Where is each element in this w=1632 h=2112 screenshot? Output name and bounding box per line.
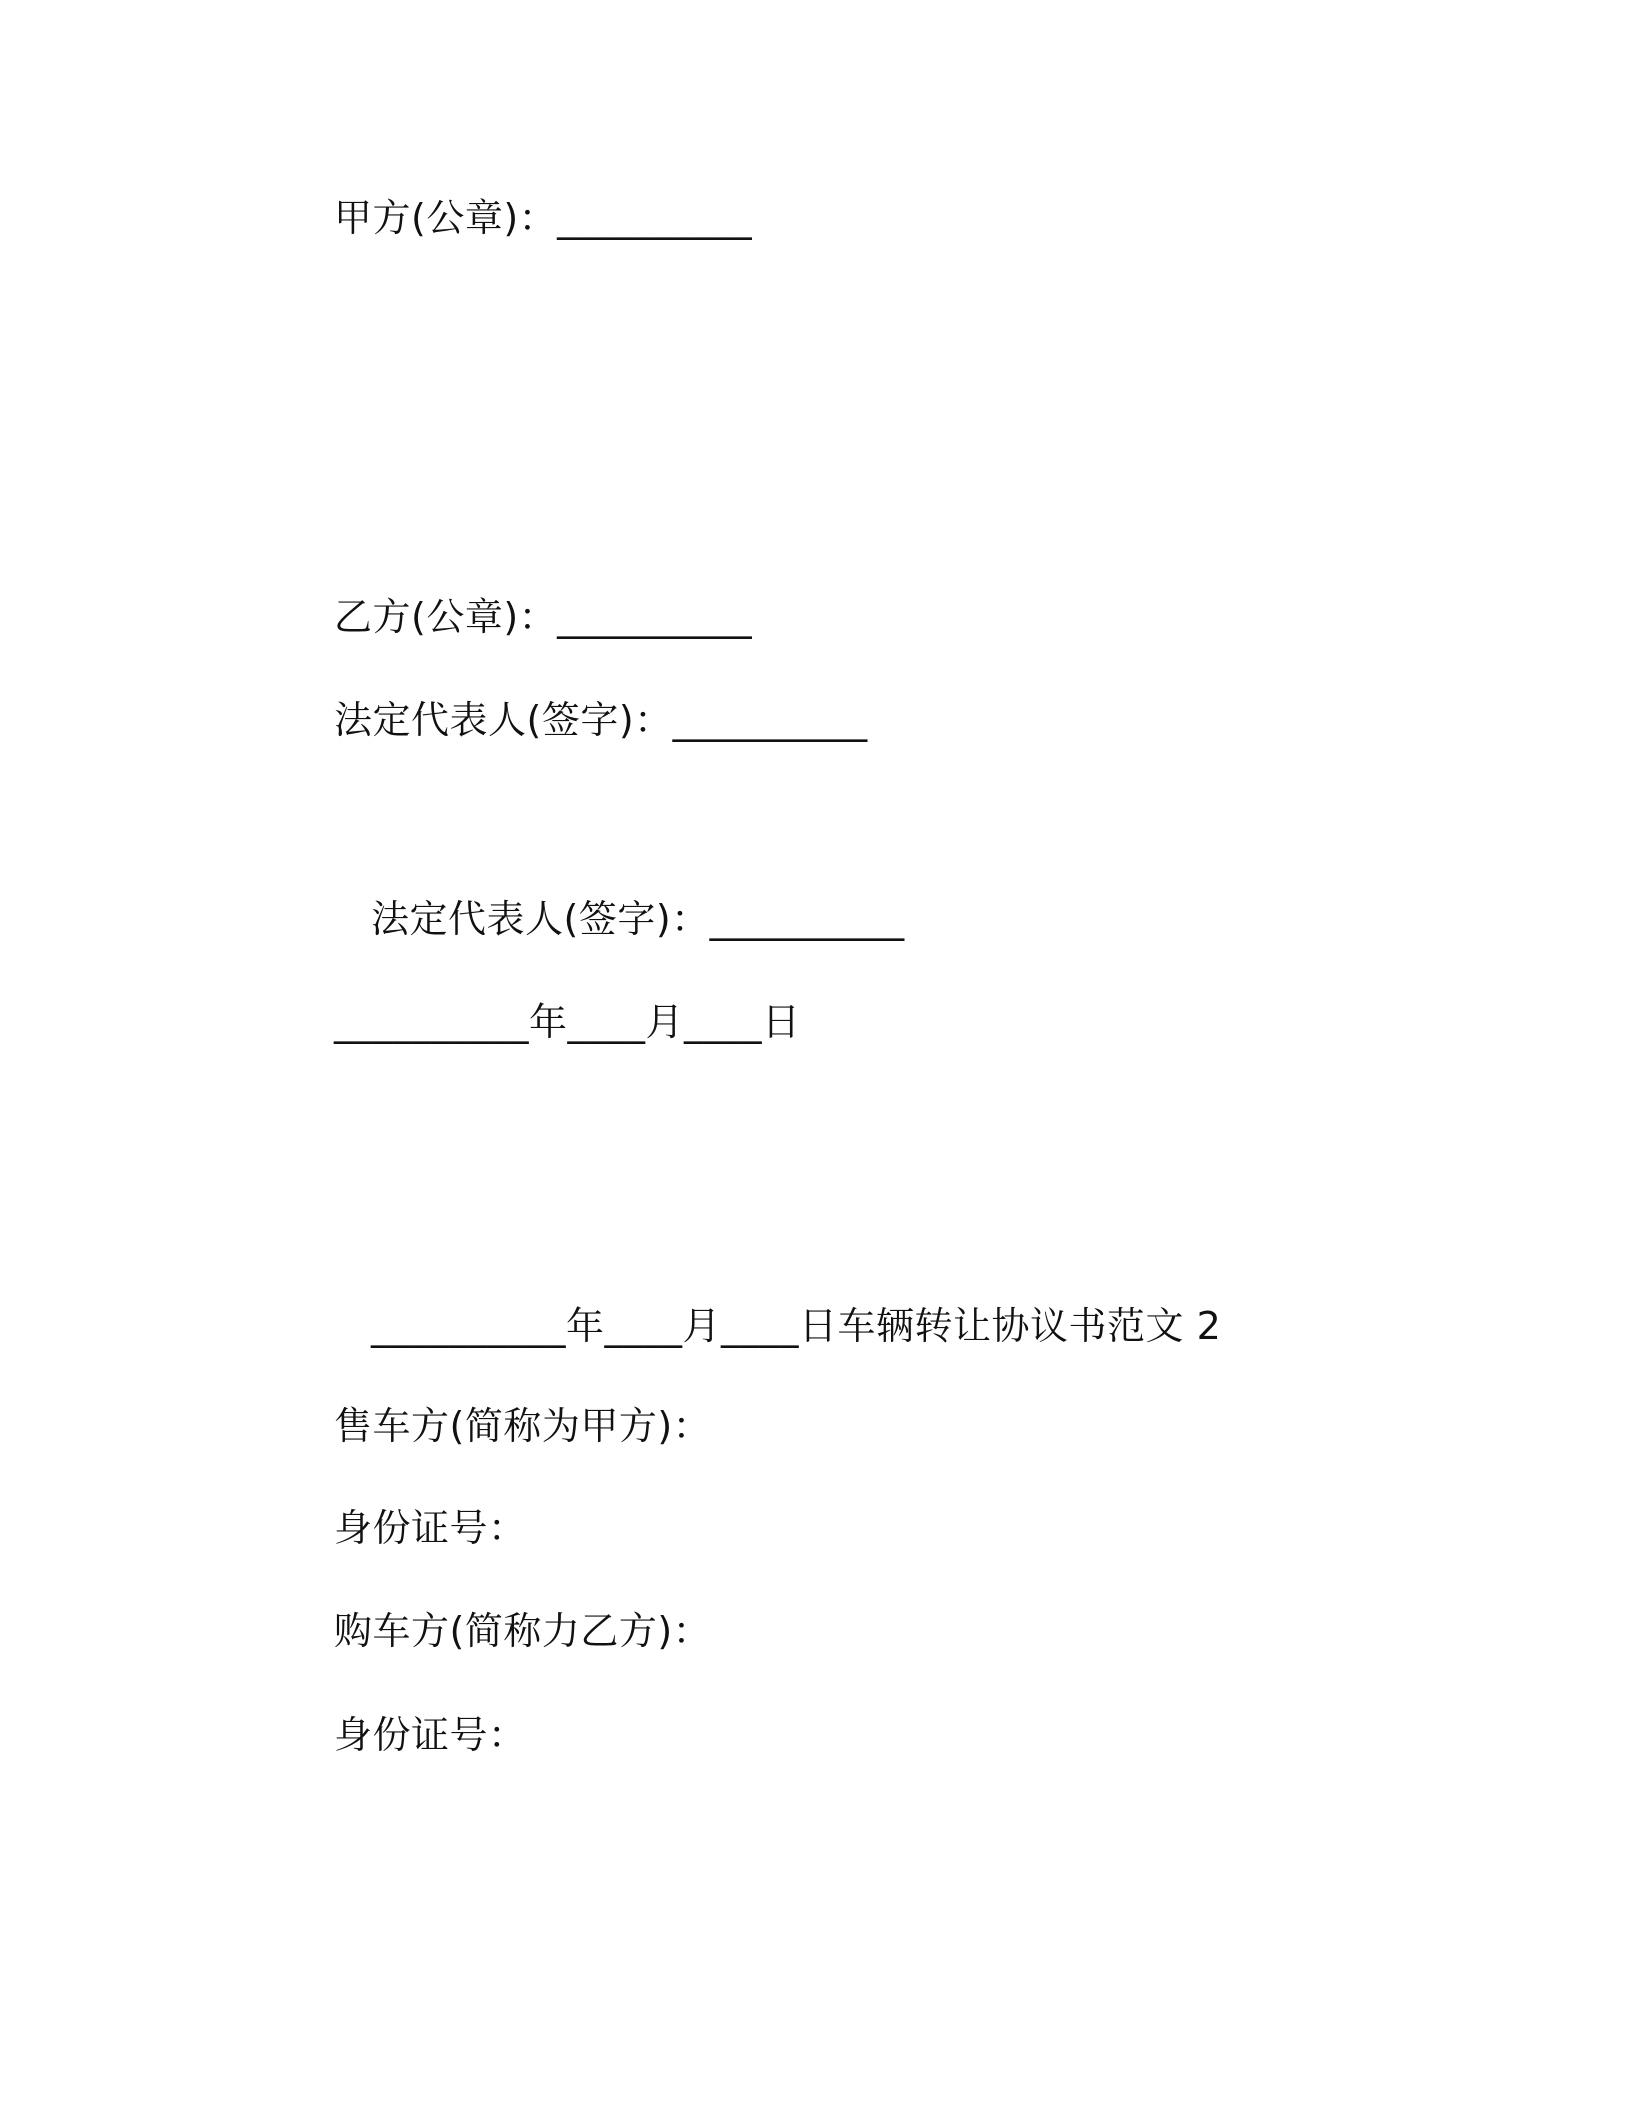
- legal-representative-signature-line-2: 法定代表人(签字)：__________: [371, 897, 905, 941]
- seller-id-number-line: 身份证号：: [334, 1506, 527, 1550]
- buyer-id-number-line: 身份证号：: [334, 1713, 527, 1757]
- party-a-seal-line: 甲方(公章)：__________: [334, 196, 753, 240]
- seller-line: 售车方(简称为甲方)：: [334, 1404, 712, 1448]
- date-and-section-title-line: __________年____月____日车辆转让协议书范文 2: [371, 1304, 1222, 1348]
- date-line: __________年____月____日: [334, 1000, 801, 1044]
- legal-representative-signature-line: 法定代表人(签字)：__________: [334, 698, 868, 742]
- buyer-line: 购车方(简称力乙方)：: [334, 1609, 712, 1653]
- party-b-seal-line: 乙方(公章)：__________: [334, 595, 753, 639]
